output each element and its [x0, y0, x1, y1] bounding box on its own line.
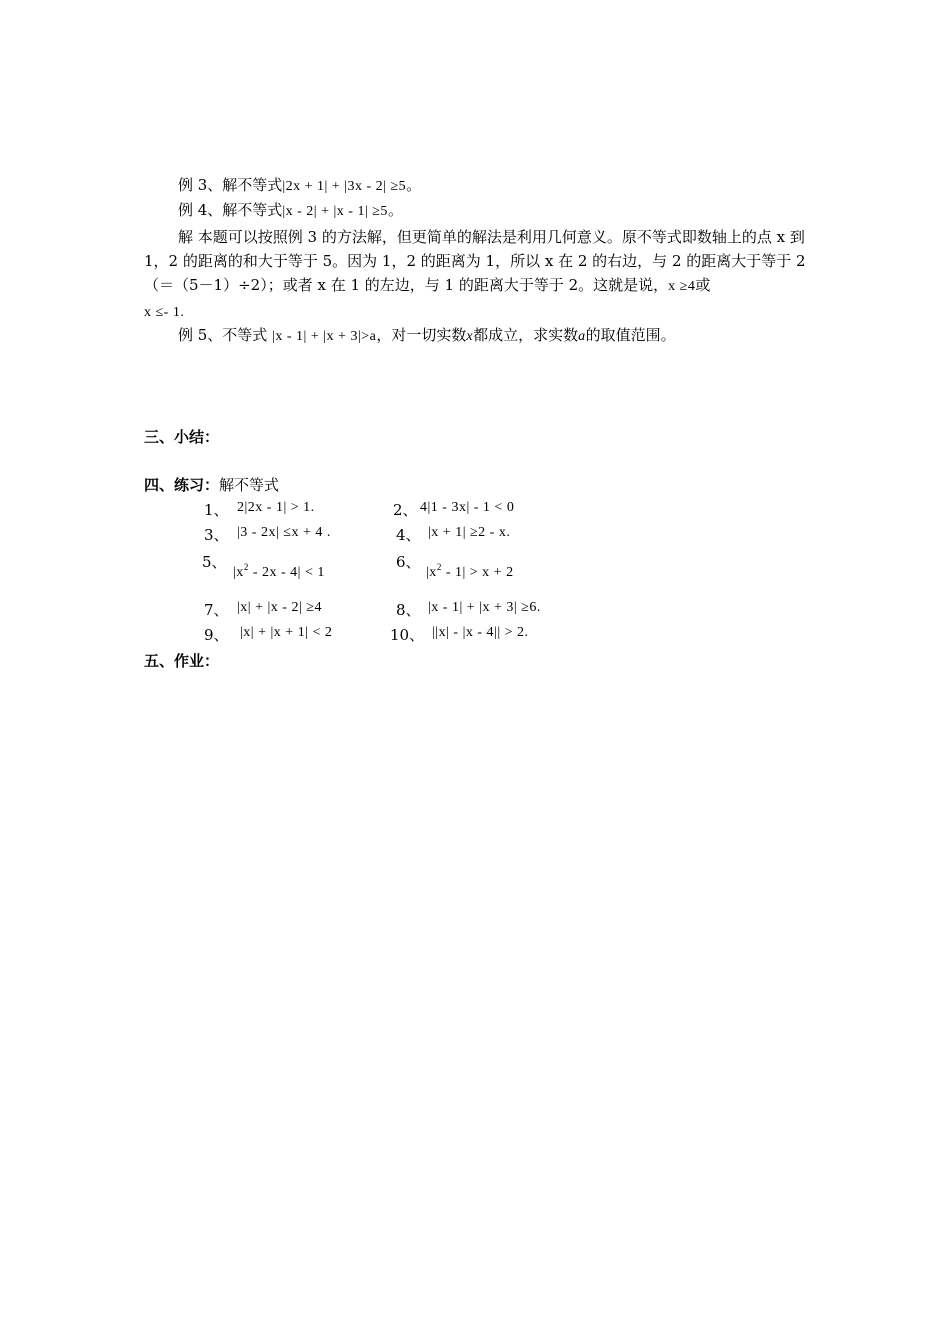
section-practice: [144, 474, 279, 496]
exercise-6-expr-sup: 2: [436, 562, 442, 572]
section-summary: 三、小结：: [144, 428, 220, 446]
exercise-6-number: 6、: [396, 553, 421, 571]
solution-text: 解 本题可以按照例 3 的方法解，但更简单的解法是利用几何意义。原不等式即数轴上的点 x 到 1，2 的距离的和大于等于 5。因为 1，2 的距离为 1，所以 x 在 2 的右边，与 2 的距离大于等于 2（＝（5－1）÷2）；或者 x 在 1 的左边，与 1 的距离大于等于 2。这就是说，: [144, 228, 806, 294]
exercise-6-expression: [426, 562, 514, 581]
exercise-7-expression: |x| + |x - 2| ≥4: [237, 600, 322, 615]
solution-answer-1: x ≥4: [668, 279, 696, 294]
section-homework: 五、作业：: [144, 652, 220, 670]
solution-paragraph: [144, 225, 809, 325]
exercise-6-expr-post: - 1| > x + 2: [441, 565, 514, 580]
exercise-8-number: 8、: [396, 601, 421, 619]
example-5-expression: |x - 1| + |x + 3|>a: [272, 329, 377, 344]
practice-subtitle: 解不等式: [219, 476, 280, 494]
example-5-mid: ，对一切实数: [376, 326, 467, 344]
exercise-2-expression: 4|1 - 3x| - 1 < 0: [420, 500, 515, 515]
solution-or: 或: [695, 276, 711, 294]
example-5-label: 例 5、不等式: [178, 326, 268, 344]
practice-title: 四、练习：: [144, 476, 220, 494]
example-4: [178, 199, 403, 223]
example-3-expression: |2x + 1| + |3x - 2| ≥5: [282, 179, 407, 194]
exercise-3-number: 3、: [204, 526, 229, 544]
exercise-2-number: 2、: [393, 501, 418, 519]
exercise-9-expression: |x| + |x + 1| < 2: [240, 625, 333, 640]
exercise-1-expression: 2|2x - 1| > 1.: [237, 500, 315, 515]
example-4-end: 。: [387, 201, 403, 219]
exercise-5-expr-sup: 2: [243, 562, 249, 572]
example-3-end: 。: [406, 176, 422, 194]
exercise-6-expr-pre: |x: [426, 565, 437, 580]
exercise-1-number: 1、: [204, 501, 229, 519]
example-3-label: 例 3、解不等式: [178, 176, 283, 194]
exercise-9-number: 9、: [204, 626, 229, 644]
exercise-8-expression: |x - 1| + |x + 3| ≥6.: [428, 600, 541, 615]
example-5-var-x: x: [466, 329, 474, 344]
exercise-5-expr-post: - 2x - 4| < 1: [248, 565, 325, 580]
example-3: [178, 174, 421, 198]
example-5-mid2: 都成立，求实数: [473, 326, 579, 344]
example-4-label: 例 4、解不等式: [178, 201, 283, 219]
solution-answer-2: x ≤- 1.: [144, 305, 185, 320]
example-4-expression: |x - 2| + |x - 1| ≥5: [282, 204, 388, 219]
exercise-4-number: 4、: [396, 526, 421, 544]
exercise-5-expr-pre: |x: [233, 565, 244, 580]
exercise-5-expression: [233, 562, 325, 581]
exercise-7-number: 7、: [204, 601, 229, 619]
exercise-3-expression: |3 - 2x| ≤x + 4 .: [237, 525, 331, 540]
exercise-10-expression: ||x| - |x - 4|| > 2.: [432, 625, 529, 640]
example-5: [178, 324, 676, 348]
example-5-var-a: a: [578, 329, 586, 344]
exercise-5-number: 5、: [202, 553, 227, 571]
exercise-4-expression: |x + 1| ≥2 - x.: [428, 525, 511, 540]
example-5-end: 的取值范围。: [585, 326, 676, 344]
exercise-10-number: 10、: [390, 626, 425, 644]
